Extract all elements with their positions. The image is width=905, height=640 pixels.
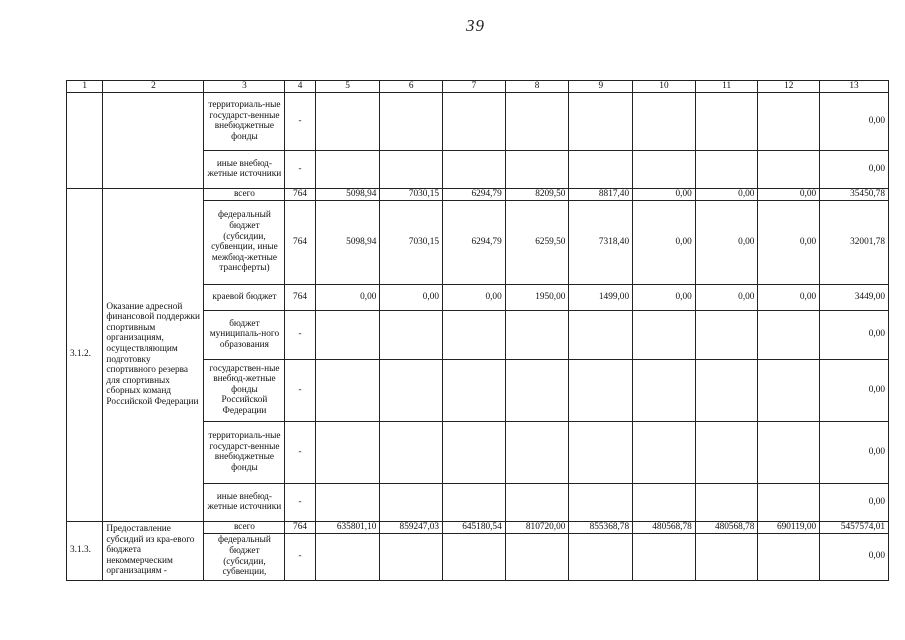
total-cell: 35450,78 [820,188,889,200]
value-cell [633,533,696,580]
column-header: 12 [758,81,820,93]
value-cell [380,150,443,188]
value-cell: 645180,54 [443,521,506,533]
value-cell [443,359,506,421]
column-header: 7 [443,81,506,93]
total-cell: 0,00 [820,533,889,580]
value-cell: 8209,50 [505,188,569,200]
column-header: 2 [103,81,204,93]
value-cell: 855368,78 [569,521,633,533]
funding-source: территориаль-ные государст-венные внебюджетные фонды [204,92,285,150]
column-header: 11 [695,81,758,93]
value-cell: 0,00 [633,188,696,200]
value-cell: 0,00 [758,188,820,200]
value-cell [315,310,380,359]
value-cell: 810720,00 [505,521,569,533]
value-cell [758,310,820,359]
value-cell [380,421,443,483]
value-cell: 7318,40 [569,200,633,284]
funding-source: федеральный бюджет (субсидии, субвенции, иные межбюд-жетные трансферты) [204,200,285,284]
value-cell [569,92,633,150]
column-header: 10 [633,81,696,93]
total-cell: 0,00 [820,92,889,150]
value-cell: 0,00 [315,284,380,310]
value-cell [633,483,696,521]
value-cell: 690119,00 [758,521,820,533]
grbs-code: - [285,421,315,483]
value-cell: 6259,50 [505,200,569,284]
value-cell: 5098,94 [315,188,380,200]
grbs-code: - [285,533,315,580]
column-header: 8 [505,81,569,93]
value-cell [380,92,443,150]
column-header: 3 [204,81,285,93]
value-cell [569,533,633,580]
value-cell: 8817,40 [569,188,633,200]
total-cell: 0,00 [820,150,889,188]
value-cell [569,359,633,421]
column-header: 13 [820,81,889,93]
value-cell: 480568,78 [695,521,758,533]
table-row [67,188,889,200]
value-cell: 6294,79 [443,200,506,284]
value-cell: 635801,10 [315,521,380,533]
value-cell [380,533,443,580]
value-cell: 7030,15 [380,200,443,284]
value-cell [315,150,380,188]
value-cell [695,359,758,421]
value-cell [695,150,758,188]
funding-source: краевой бюджет [204,284,285,310]
column-header: 6 [380,81,443,93]
value-cell [758,92,820,150]
value-cell: 0,00 [380,284,443,310]
column-header: 1 [67,81,103,93]
value-cell [505,150,569,188]
grbs-code: - [285,150,315,188]
funding-source: всего [204,188,285,200]
value-cell [505,533,569,580]
item-code: 3.1.3. [67,521,103,580]
value-cell [315,421,380,483]
value-cell [695,483,758,521]
value-cell: 0,00 [695,200,758,284]
value-cell: 859247,03 [380,521,443,533]
grbs-code: 764 [285,521,315,533]
total-cell: 0,00 [820,483,889,521]
column-header-row [67,81,889,93]
item-code: 3.1.2. [67,188,103,521]
total-cell: 0,00 [820,310,889,359]
value-cell: 6294,79 [443,188,506,200]
total-cell: 32001,78 [820,200,889,284]
value-cell [569,421,633,483]
value-cell: 7030,15 [380,188,443,200]
column-header: 4 [285,81,315,93]
value-cell: 0,00 [633,284,696,310]
table-row [67,521,889,533]
value-cell: 0,00 [443,284,506,310]
value-cell [443,421,506,483]
item-name: Оказание адресной финансовой поддержки спортивным организациям, осуществляющим подготовку спортивного резерва для спортивных сборных команд Российской Федерации [103,188,204,521]
funding-source: территориаль-ные государст-венные внебюджетные фонды [204,421,285,483]
value-cell [758,483,820,521]
funding-source: иные внебюд-жетные источники [204,150,285,188]
item-name: Предоставление субсидий из кра-евого бюджета некоммерческим организациям - [103,521,204,580]
value-cell [758,359,820,421]
budget-table [66,80,889,581]
value-cell [380,359,443,421]
value-cell [633,150,696,188]
value-cell [695,92,758,150]
value-cell [380,483,443,521]
value-cell [569,483,633,521]
funding-source: государствен-ные внебюд-жетные фонды Российской Федерации [204,359,285,421]
item-name-cell [103,92,204,188]
value-cell [443,92,506,150]
value-cell [633,310,696,359]
page-number: 39 [466,16,485,35]
column-header: 5 [315,81,380,93]
value-cell: 1499,00 [569,284,633,310]
value-cell [505,359,569,421]
grbs-code: - [285,359,315,421]
value-cell [315,359,380,421]
table-row [67,92,889,150]
value-cell [315,483,380,521]
value-cell: 0,00 [758,284,820,310]
value-cell [380,310,443,359]
column-header: 9 [569,81,633,93]
funding-source: всего [204,521,285,533]
value-cell [505,483,569,521]
value-cell: 5098,94 [315,200,380,284]
value-cell [569,310,633,359]
value-cell [443,150,506,188]
value-cell [633,359,696,421]
value-cell [695,310,758,359]
total-cell: 3449,00 [820,284,889,310]
value-cell: 0,00 [695,188,758,200]
value-cell [505,310,569,359]
value-cell [505,421,569,483]
value-cell: 0,00 [633,200,696,284]
value-cell: 1950,00 [505,284,569,310]
value-cell [695,421,758,483]
total-cell: 0,00 [820,421,889,483]
value-cell: 0,00 [758,200,820,284]
value-cell [633,92,696,150]
value-cell [443,533,506,580]
value-cell [758,421,820,483]
value-cell [315,92,380,150]
total-cell: 0,00 [820,359,889,421]
value-cell [443,310,506,359]
value-cell [633,421,696,483]
value-cell [443,483,506,521]
value-cell: 480568,78 [633,521,696,533]
grbs-code: 764 [285,188,315,200]
value-cell [758,150,820,188]
grbs-code: - [285,92,315,150]
funding-source: бюджет муниципаль-ного образования [204,310,285,359]
grbs-code: - [285,310,315,359]
grbs-code: 764 [285,284,315,310]
value-cell [505,92,569,150]
grbs-code: 764 [285,200,315,284]
value-cell [695,533,758,580]
value-cell [569,150,633,188]
item-code-cell [67,92,103,188]
funding-source: федеральный бюджет (субсидии, субвенции, [204,533,285,580]
total-cell: 5457574,01 [820,521,889,533]
grbs-code: - [285,483,315,521]
value-cell: 0,00 [695,284,758,310]
value-cell [758,533,820,580]
value-cell [315,533,380,580]
funding-source: иные внебюд-жетные источники [204,483,285,521]
